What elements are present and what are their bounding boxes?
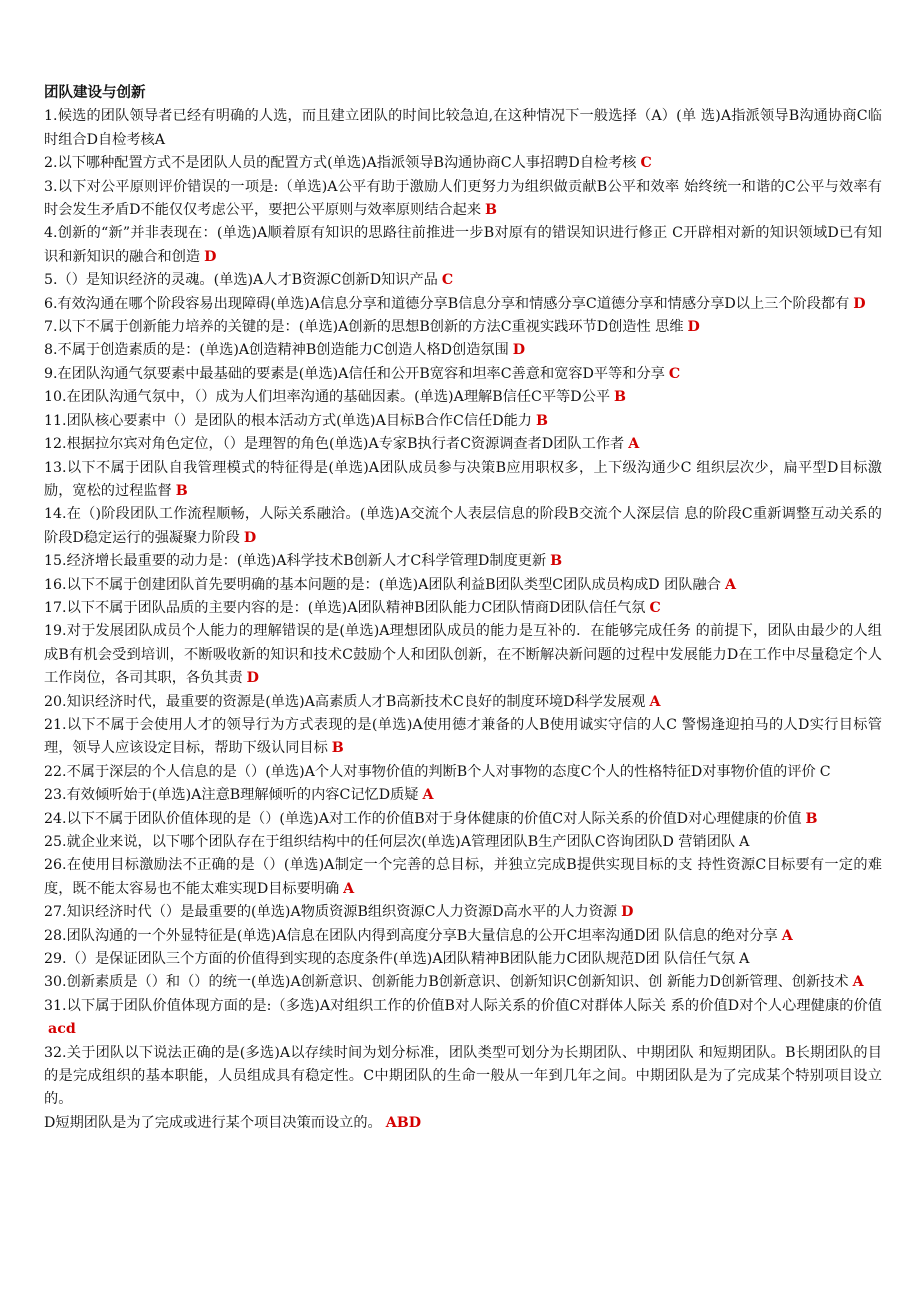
question-text: 32.关于团队以下说法正确的是(多选)A以存续时间为划分标准，团队类型可划分为长期团队、中期团队 和短期团队。B长期团队的目的是完成组织的基本职能，人员组成具有稳定性。C中期团队的生命一般从一年到几年之间。中期团队是为了完成某个特别项目设立的。 (44, 1044, 882, 1108)
question-item (44, 363, 882, 386)
document-body (44, 82, 882, 1135)
question-item (44, 925, 882, 948)
question-text: 23.有效倾听始于(单选)A注意B理解倾听的内容C记忆D质疑 (44, 787, 419, 804)
question-text: 15.经济增长最重要的动力是：(单选)A科学技术B创新人才C科学管理D制度更新 (44, 553, 547, 570)
question-list (44, 105, 882, 1135)
question-item (44, 105, 882, 152)
question-text: 20.知识经济时代，最重要的资源是(单选)A高素质人才B高新技术C良好的制度环境D科学发展观 (44, 693, 646, 710)
question-text: 6.有效沟通在哪个阶段容易出现障碍(单选)A信息分享和道德分享B信息分享和情感分享C道德分享和情感分享D以上三个阶段都有 (44, 295, 850, 312)
question-item (44, 995, 882, 1042)
question-text: 30.创新素质是（）和（）的统一(单选)A创新意识、创新能力B创新意识、创新知识C创新知识、创 新能力D创新管理、创新技术 (44, 974, 849, 991)
answer-key: D (243, 529, 257, 546)
answer-key: A (852, 974, 864, 991)
question-item (44, 176, 882, 223)
answer-key: C (819, 763, 831, 780)
question-item (44, 222, 882, 269)
question-text: 27.知识经济时代（）是最重要的(单选)A物质资源B组织资源C人力资源D高水平的人力资源 (44, 904, 618, 921)
question-text: 3.以下对公平原则评价错误的一项是:（单选)A公平有助于激励人们更努力为组织做贡献B公平和效率 始终统一和谐的C公平与效率有时会发生矛盾D不能仅仅考虑公平，要把公平原则与效率原则结合起来 (44, 178, 882, 219)
question-text: 17.以下不属于团队品质的主要内容的是：(单选)A团队精神B团队能力C团队情商D团队信任气氛 (44, 599, 646, 616)
question-item (44, 761, 882, 784)
question-text: 2.以下哪种配置方式不是团队人员的配置方式(单选)A指派领导B沟通协商C人事招聘D自检考核 (44, 155, 637, 172)
question-item (44, 854, 882, 901)
question-item (44, 152, 882, 175)
question-item (44, 691, 882, 714)
question-item (44, 971, 882, 994)
question-item (44, 1112, 882, 1135)
question-text: 13.以下不属于团队自我管理模式的特征得是(单选)A团队成员参与决策B应用职权多，上下级沟通少C 组织层次少，扁平型D目标激励，宽松的过程监督 (44, 459, 882, 499)
question-item (44, 550, 882, 573)
answer-key: A (724, 576, 736, 593)
answer-key: C (441, 272, 454, 289)
answer-key: D (512, 342, 526, 359)
question-item (44, 831, 882, 854)
question-item (44, 1042, 882, 1112)
answer-key: A (628, 436, 640, 453)
question-item (44, 503, 882, 550)
answer-key: C (640, 155, 652, 172)
answer-key: B (550, 553, 563, 570)
answer-key: A (739, 951, 750, 968)
question-text: 16.以下不属于创建团队首先要明确的基本问题的是：(单选)A团队利益B团队类型C团队成员构成D 团队融合 (44, 576, 721, 593)
answer-key: A (781, 927, 793, 944)
question-text: 12.根据拉尔宾对角色定位，（）是理智的角色(单选)A专家B执行者C资源调查者D团队工作者 (44, 436, 625, 453)
question-text: 19.对于发展团队成员个人能力的理解错误的是(单选)A理想团队成员的能力是互补的．在能够完成任务 的前提下，团队由最少的人组成B有机会受到培训，不断吸收新的知识和技术C鼓励个人和团队创新，在不断解决新问题的过程中发展能力D在工作中尽量稳定个人工作岗位，各司其职，各负其责 (44, 623, 882, 687)
question-item (44, 620, 882, 690)
answer-key: D (687, 319, 700, 336)
question-text: 25.就企业来说，以下哪个团队存在于组织结构中的任何层次(单选)A管理团队B生产团队C咨询团队D 营销团队 (44, 834, 736, 850)
answer-key: D (246, 670, 259, 687)
question-text: 7.以下不属于创新能力培养的关键的是：(单选)A创新的思想B创新的方法C重视实践环节D创造性 思维 (44, 319, 684, 336)
question-text: 31.以下属于团队价值体现方面的是:（多选)A对组织工作的价值B对人际关系的价值C对群体人际关 系的价值D对个人心理健康的价值 (44, 997, 882, 1014)
question-item (44, 457, 882, 504)
question-item (44, 386, 882, 409)
question-item (44, 901, 882, 924)
question-text: 24.以下不属于团队价值体现的是（）(单选)A对工作的价值B对于身体健康的价值C对人际关系的价值D对心理健康的价值 (44, 810, 802, 827)
answer-key: A (739, 834, 750, 850)
question-text: 29.（）是保证团队三个方面的价值得到实现的态度条件(单选)A团队精神B团队能力C团队规范D团 队信任气氛 (44, 951, 736, 968)
answer-key: C (668, 365, 681, 382)
question-item (44, 316, 882, 339)
question-text: 10.在团队沟通气氛中，（）成为人们坦率沟通的基础因素。(单选)A理解B信任C平等D公平 (44, 389, 611, 406)
question-text: 8.不属于创造素质的是：(单选)A创造精神B创造能力C创造人格D创造氛围 (44, 342, 509, 359)
answer-key: D (621, 904, 634, 921)
answer-key: C (649, 599, 661, 616)
answer-key: B (805, 810, 818, 827)
question-item (44, 808, 882, 831)
question-item (44, 293, 882, 316)
answer-key: A (649, 693, 661, 710)
question-item (44, 597, 882, 620)
question-text: 21.以下不属于会使用人才的领导行为方式表现的是(单选)A使用德才兼备的人B使用诚实守信的人C 警惕逢迎拍马的人D实行目标管理，领导人应该设定目标，帮助下级认同目标 (44, 716, 882, 757)
question-text: D短期团队是为了完成或进行某个项目决策而设立的。 (44, 1114, 382, 1131)
answer-key: A (422, 787, 434, 804)
answer-key: ABD (385, 1114, 422, 1131)
question-item (44, 784, 882, 807)
question-text: 28.团队沟通的一个外显特征是(单选)A信息在团队内得到高度分享B大量信息的公开C坦率沟通D团 队信息的绝对分享 (44, 927, 778, 944)
answer-key: B (331, 740, 344, 757)
answer-key: B (614, 389, 627, 406)
question-item (44, 948, 882, 971)
question-item (44, 269, 882, 292)
question-item (44, 574, 882, 597)
answer-key: D (204, 248, 217, 265)
question-text: 22.不属于深层的个人信息的是（）(单选)A个人对事物价值的判断B个人对事物的态度C个人的性格特征D对事物价值的评价 (44, 763, 816, 780)
answer-key: B (485, 202, 498, 219)
question-item (44, 433, 882, 456)
question-text: 26.在使用目标激励法不正确的是（）(单选)A制定一个完善的总目标，并独立完成B提供实现目标的支 持性资源C目标要有一定的难度，既不能太容易也不能太难实现D目标要明确 (44, 857, 882, 897)
answer-key: D (853, 295, 866, 312)
question-text: 11.团队核心要素中（）是团队的根本活动方式(单选)A目标B合作C信任D能力 (44, 412, 532, 429)
question-item (44, 410, 882, 433)
answer-key: A (343, 880, 355, 897)
question-text: 1.候选的团队领导者已经有明确的人选，而且建立团队的时间比较急迫,在这种情况下一般选择（A）(单 选)A指派领导B沟通协商C临时组合D自检考核A (44, 108, 882, 148)
answer-key: B (535, 412, 548, 429)
question-text: 5.（）是知识经济的灵魂。(单选)A人才B资源C创新D知识产品 (44, 272, 438, 289)
question-text: 4.创新的“新”并非表现在：(单选)A顺着原有知识的思路往前推进一步B对原有的错误知识进行修正 C开辟相对新的知识领域D已有知识和新知识的融合和创造 (44, 225, 882, 265)
question-text: 14.在（)阶段团队工作流程顺畅，人际关系融洽。(单选)A交流个人表层信息的阶段B交流个人深层信 息的阶段C重新调整互动关系的阶段D稳定运行的强凝聚力阶段 (44, 506, 882, 546)
document-title: 团队建设与创新 (44, 85, 146, 101)
question-item (44, 339, 882, 362)
question-item (44, 714, 882, 761)
answer-key: B (175, 482, 188, 499)
question-text: 9.在团队沟通气氛要素中最基础的要素是(单选)A信任和公开B宽容和坦率C善意和宽容D平等和分享 (44, 365, 665, 382)
answer-key: acd (48, 1021, 76, 1038)
